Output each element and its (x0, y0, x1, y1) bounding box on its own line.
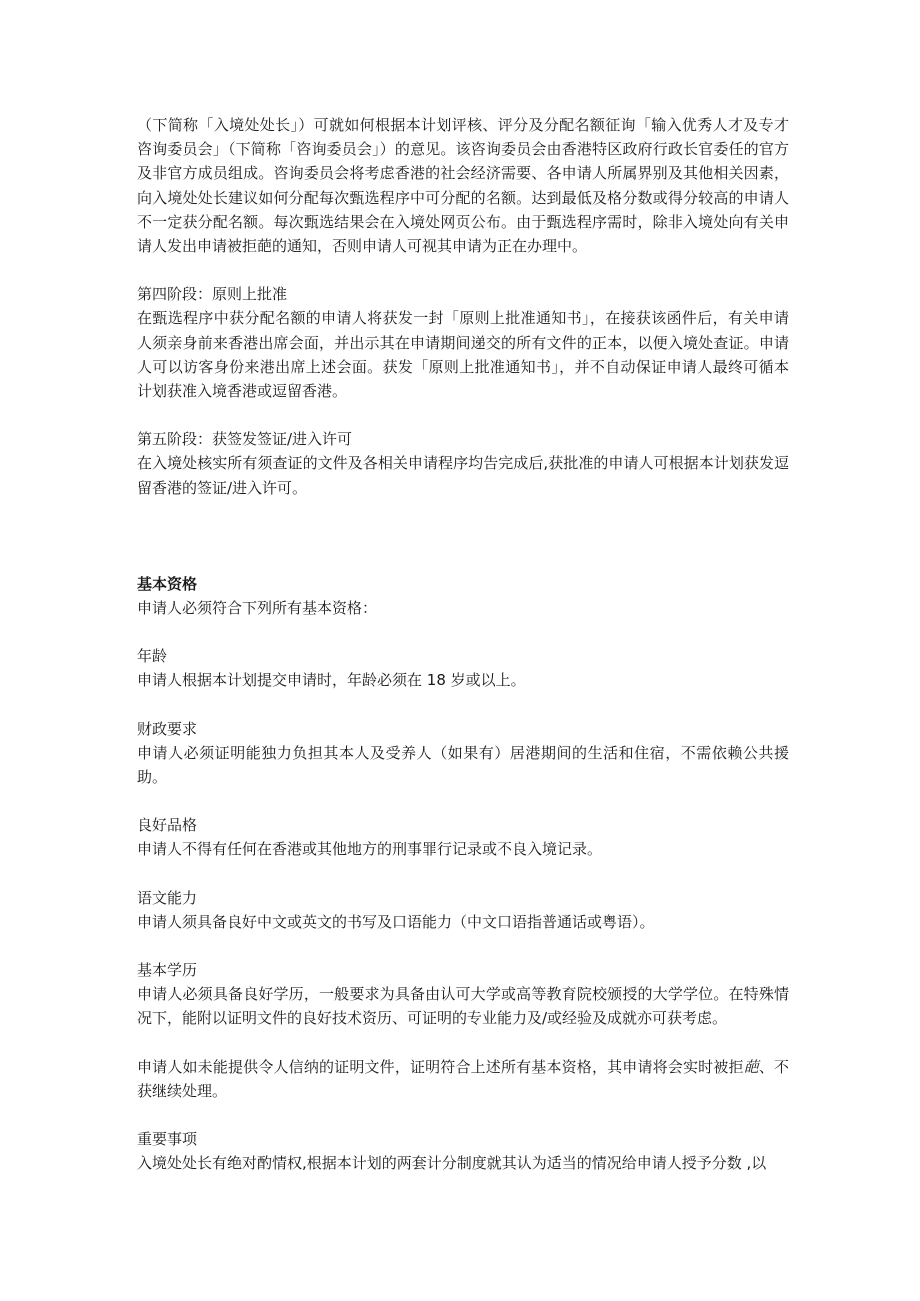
spacer (137, 693, 789, 717)
spacer (137, 862, 789, 886)
stage4-heading: 第四阶段：原则上批准 (137, 285, 288, 304)
rejection-text-after: 、不获继续处理。 (137, 1057, 789, 1100)
age-heading: 年龄 (137, 647, 168, 666)
spacer (137, 500, 789, 572)
stage5-heading: 第五阶段：获签发签证/进入许可 (137, 430, 353, 449)
stage5-paragraph: 在入境处核实所有须查证的文件及各相关申请程序均告完成后,获批准的申请人可根据本计划获发逗留香港的签证/进入许可。 (137, 454, 789, 497)
important-paragraph: 入境处处长有绝对酌情权,根据本计划的两套计分制度就其认为适当的情况给申请人授予分数 ,以 (137, 1154, 767, 1173)
character-paragraph: 申请人不得有任何在香港或其他地方的刑事罪行记录或不良入境记录。 (137, 840, 603, 859)
finance-paragraph: 申请人必须证明能独力负担其本人及受养人（如果有）居港期间的生活和住宿，不需依赖公共援助。 (137, 743, 789, 787)
important-heading: 重要事项 (137, 1130, 198, 1149)
basic-eligibility-intro: 申请人必须符合下列所有基本资格： (137, 599, 378, 618)
spacer (137, 620, 789, 644)
finance-heading: 财政要求 (137, 719, 198, 738)
character-heading: 良好品格 (137, 816, 198, 835)
language-heading: 语文能力 (137, 888, 198, 907)
rejection-text-before: 申请人如未能提供令人信纳的证明文件，证明符合上述所有基本资格，其申请将会实时被拒 (137, 1057, 744, 1076)
rejection-paragraph (137, 1055, 789, 1103)
education-heading: 基本学历 (137, 961, 198, 980)
spacer (137, 1103, 789, 1127)
spacer (137, 934, 789, 958)
spacer (137, 403, 789, 427)
spacer (137, 789, 789, 813)
basic-eligibility-heading: 基本资格 (137, 574, 198, 593)
intro-paragraph: （下简称「入境处处长」）可就如何根据本计划评核、评分及分配名额征询「输入优秀人才及专才咨询委员会」（下简称「咨询委员会」）的意见。该咨询委员会由香港特区政府行政长官委任的官方及非官方成员组成。咨询委员会将考虑香港的社会经济需要、各申请人所属界别及其他相关因素，向入境处处长建议如何分配每次甄选程序中可分配的名额。达到最低及格分数或得分较高的申请人不一定获分配名额。每次甄选结果会在入境处网页公布。由于甄选程序需时，除非入境处向有关申请人发出申请被拒葩的通知，否则申请人可视其申请为正在办理中。 (137, 116, 789, 256)
spacer (137, 1031, 789, 1055)
age-paragraph: 申请人根据本计划提交申请时，年龄必须在 18 岁或以上。 (137, 671, 526, 690)
document-page (137, 113, 789, 1176)
rejection-text-italic: 葩 (743, 1057, 759, 1076)
stage4-paragraph: 在甄选程序中获分配名额的申请人将获发一封「原则上批准通知书」，在接获该函件后，有关申请人须亲身前来香港出席会面，并出示其在申请期间递交的所有文件的正本，以便入境处查证。申请人可以访客身份来港出席上述会面。获发「原则上批准通知书」，并不自动保证申请人最终可循本计划获准入境香港或逗留香港。 (137, 309, 789, 401)
education-paragraph: 申请人必须具备良好学历，一般要求为具备由认可大学或高等教育院校颁授的大学学位。在特殊情况下，能附以证明文件的良好技术资历、可证明的专业能力及/或经验及成就亦可获考虑。 (137, 985, 789, 1028)
spacer (137, 258, 789, 282)
language-paragraph: 申请人须具备良好中文或英文的书写及口语能力（中文口语指普通话或粤语）。 (137, 912, 655, 931)
